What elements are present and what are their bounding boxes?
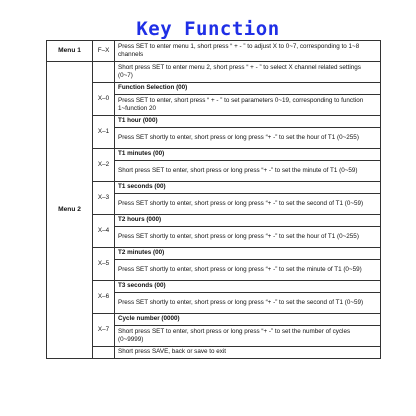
function-code: X–2 <box>93 149 115 182</box>
function-heading: T2 hours (000) <box>115 215 381 227</box>
footer-text: Short press SAVE, back or save to exit <box>115 347 381 359</box>
menu2-intro-description: Short press SET to enter menu 2, short press “ + - ” to select X channel related settings (0~7) <box>115 62 381 83</box>
function-heading: Function Selection (00) <box>115 83 381 95</box>
function-heading: T1 seconds (00) <box>115 182 381 194</box>
function-row <box>47 116 381 128</box>
function-heading: T1 minutes (00) <box>115 149 381 161</box>
function-code: X–6 <box>93 281 115 314</box>
function-description: Press SET shortly to enter, short press or long press “+ -” to set the minute of T1 (0~59) <box>115 260 381 281</box>
function-row <box>47 149 381 161</box>
page-title: Key Function <box>136 18 280 40</box>
function-description: Short press SET to enter, short press or long press “+ -” to set the number of cycles (0~9999) <box>115 326 381 347</box>
function-description: Press SET shortly to enter, short press or long press “+ -” to set the second of T1 (0~59) <box>115 194 381 215</box>
function-row <box>47 83 381 95</box>
function-row <box>47 215 381 227</box>
function-row <box>47 314 381 326</box>
function-row <box>47 248 381 260</box>
footer-row <box>47 347 381 359</box>
function-description: Press SET to enter, short press “ + - ” to set parameters 0~19, corresponding to function 1~function 20 <box>115 95 381 116</box>
function-code: X–1 <box>93 116 115 149</box>
function-description: Press SET shortly to enter, short press or long press “+ -” to set the hour of T1 (0~255) <box>115 227 381 248</box>
menu1-code: F–X <box>93 41 115 62</box>
function-row <box>47 182 381 194</box>
menu2-intro-code-cell <box>93 62 115 83</box>
footer-code-cell <box>93 347 115 359</box>
function-description: Press SET shortly to enter, short press or long press “+ -” to set the hour of T1 (0~255) <box>115 128 381 149</box>
function-heading: Cycle number (0000) <box>115 314 381 326</box>
function-code: X–5 <box>93 248 115 281</box>
function-description: Press SET shortly to enter, short press or long press “+ -” to set the second of T1 (0~59) <box>115 293 381 314</box>
function-heading: T2 minutes (00) <box>115 248 381 260</box>
function-row <box>47 281 381 293</box>
menu2-label: Menu 2 <box>47 62 93 359</box>
menu1-row <box>47 41 381 62</box>
function-code: X–0 <box>93 83 115 116</box>
function-code: X–3 <box>93 182 115 215</box>
key-function-table <box>46 40 381 359</box>
function-heading: T3 seconds (00) <box>115 281 381 293</box>
function-description: Short press SET to enter, short press or long press “+ -” to set the minute of T1 (0~59) <box>115 161 381 182</box>
function-code: X–4 <box>93 215 115 248</box>
menu1-description: Press SET to enter menu 1, short press “ + - ” to adjust X to 0~7, corresponding to 1~8 channels <box>115 41 381 62</box>
menu1-label: Menu 1 <box>47 41 93 62</box>
function-code: X–7 <box>93 314 115 347</box>
menu2-intro-row <box>47 62 381 83</box>
function-heading: T1 hour (000) <box>115 116 381 128</box>
